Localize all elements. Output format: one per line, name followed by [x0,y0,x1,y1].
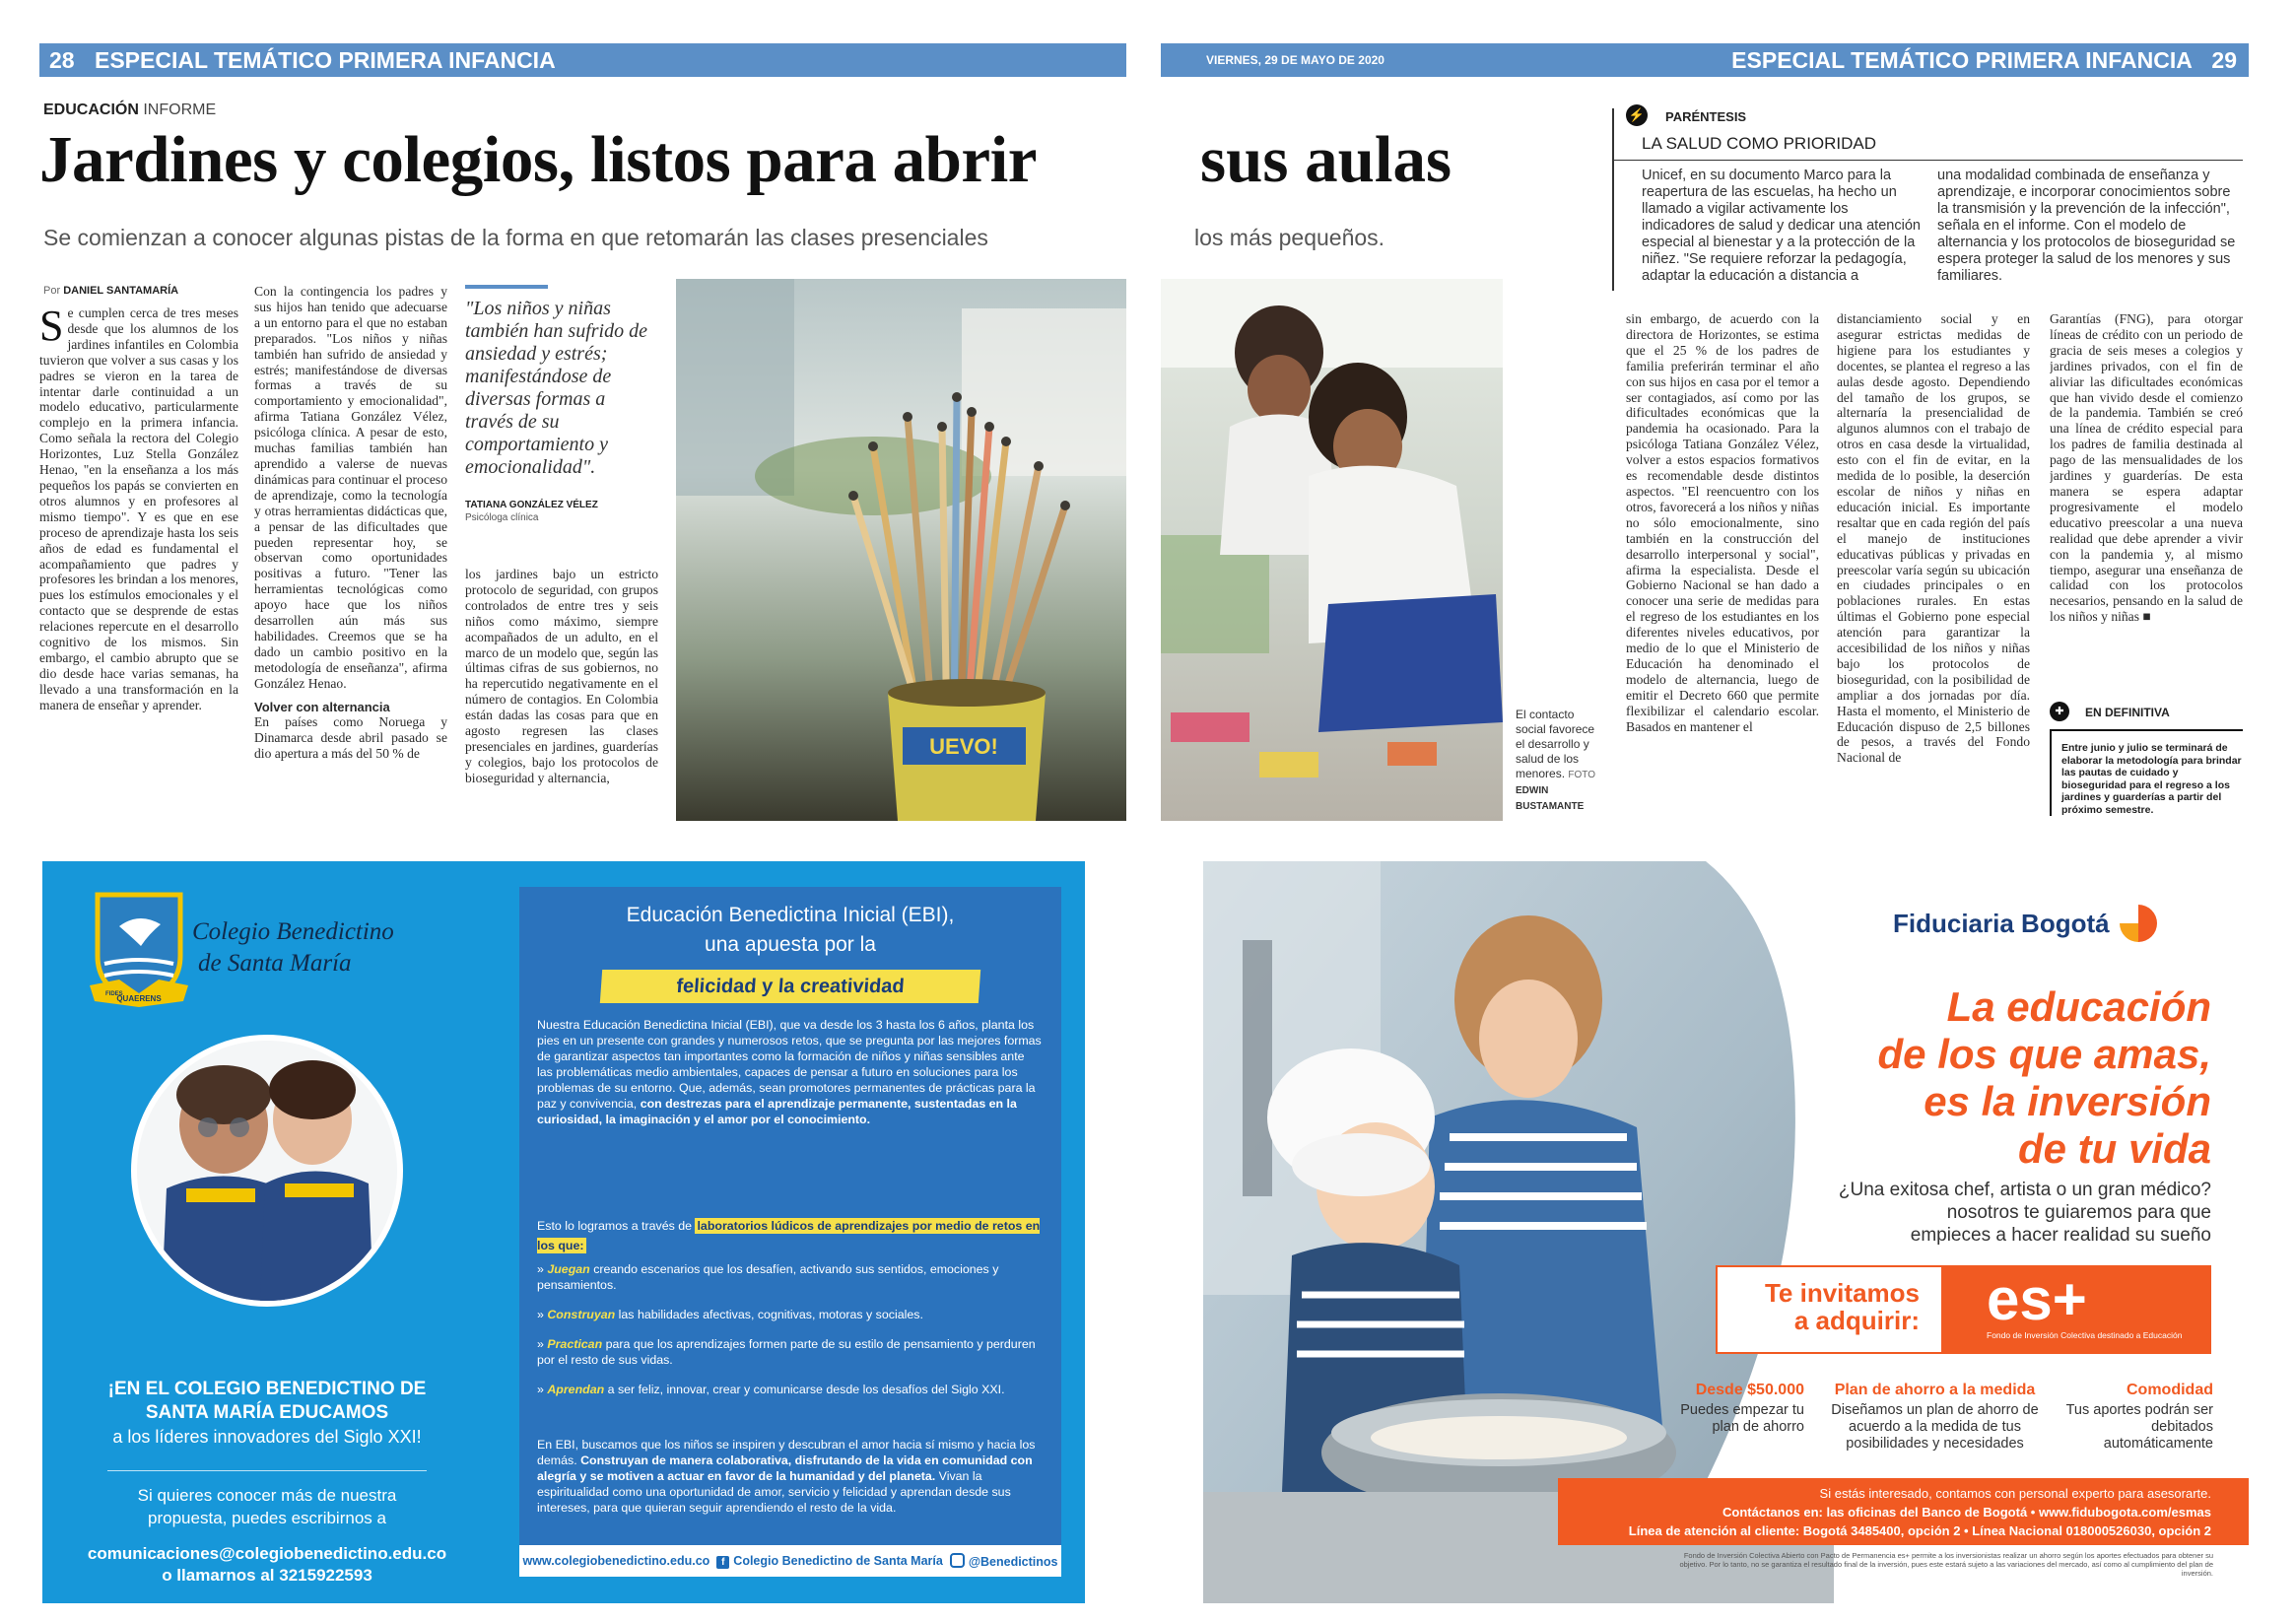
parentesis-icon: ⚡ [1626,104,1648,126]
headline-part-1: Jardines y colegios, listos para abrir [39,123,1038,196]
article-column-3 [465,567,658,821]
byline-author: DANIEL SANTAMARÍA [63,285,179,297]
photo-children-playing [1161,279,1503,821]
headline [39,122,1037,198]
slogan-line-3: a los líderes innovadores del Siglo XXI! [112,1427,422,1447]
instagram-icon [950,1553,965,1568]
definitiva-icon: ✚ [2050,702,2069,721]
facebook-icon: f [716,1556,729,1569]
footer-line-2: Contáctanos en: las oficinas del Banco de Bogotá • www.fidubogota.com/esmas [1722,1505,2211,1520]
contact-email-link[interactable]: comunicaciones@colegiobenedictino.edu.co [87,1544,447,1563]
subcopy-line-1: ¿Una exitosa chef, artista o un gran médico? [1838,1180,2211,1200]
definitiva-label: EN DEFINITIVA [2085,706,2170,719]
definitiva-rule [2050,729,2243,731]
ebi-final-tail: Vivan la espiritualidad como una oportunidad de amor, servicio y felicidad y aprendan desde sus intereses, para que quieran seguir aprendiendo el resto de la vida. [537,1469,1011,1515]
pull-quote [465,298,652,479]
ad-fiduciaria [1203,861,2249,1603]
headline-line-4: de tu vida [2017,1125,2211,1172]
school-name-line-2: de Santa María [198,950,352,977]
slogan-line-2: SANTA MARÍA EDUCAMOS [145,1402,389,1423]
ebi-bullet: » Practican para que los aprendizajes formen parte de su estilo de pensamiento y perduren por el resto de sus vidas. [537,1337,1036,1367]
column-text: los jardines bajo un estricto protocolo de seguridad, con grupos controlados de entre tres y seis niños como máximo, siempre acompañados de un adulto, en el marco de un modelo que, según las últimas cifras de sus gobiernos, no ha repercutido negativamente en el número de contagios. En Colombia están dadas las cosas para que en agosto regresen las clases presenciales en jardines, guarderías y colegios, bajo los protocolos de bioseguridad y alternancia, [465,567,658,785]
parentesis-rule [1612,160,2243,161]
headline-part-2: sus aulas [1200,123,1452,196]
ebi-logramos-intro: Esto lo logramos a través de [537,1219,693,1233]
article-column-2 [254,284,447,821]
photo-caption [1516,708,1598,814]
benefits [1666,1382,2213,1453]
right-header-bar [1161,43,2249,77]
contact-details [42,1543,492,1587]
parentesis-text: una modalidad combinada de enseñanza y aprendizaje, e incorporar conocimientos sobre la transmisión y la prevención de la infección", señala en el informe. Con el modelo de alternancia y los protocolos de bioseguridad se espera proteger la salud de los menores y sus familiares. [1937,168,2236,284]
benefit-title: Plan de ahorro a la medida [1834,1382,2036,1398]
kicker [43,101,216,119]
ebi-paragraph-1 [537,1017,1042,1127]
facebook-label: Colegio Benedictino de Santa María [733,1553,943,1568]
contact-line-1: Si quieres conocer más de nuestra [137,1486,397,1505]
footer-instagram[interactable] [950,1553,1058,1569]
school-name [192,916,394,980]
ebi-bullet: » Construyan las habilidades afectivas, cognitivas, motoras y sociales. [537,1308,923,1321]
subheadline-part-1: Se comienzan a conocer algunas pistas de la forma en que retomarán las clases presenciales [43,225,988,250]
left-header-bar [39,43,1126,77]
slogan-rule [107,1470,427,1471]
kicker-type: INFORME [143,101,217,118]
article-column-6 [2050,311,2243,691]
ebi-logramos [537,1216,1042,1255]
svg-text:UEVO!: UEVO! [929,734,998,759]
byline-prefix: Por [43,285,61,297]
section-title: ESPECIAL TEMÁTICO PRIMERA INFANCIA [1731,47,2193,73]
parentesis-col-1 [1642,168,1924,285]
column-text: Garantías (FNG), para otorgar líneas de crédito con un periodo de gracia de seis meses a colegios y jardines privados, con el fin de aliviar las dificultades económicas que han vivido desde el comienzo de la pandemia. También se creó una línea de crédito especial para los padres de familia destinada al pago de las mensualidades de los jardines y guarderías. De esta manera se espera adaptar progresivamente el modelo educativo preescolar a una nueva realidad que debe aprender a vivir con la pandemia y, al mismo tiempo, asegurar una enseñanza de calidad con los protocolos necesarios, pensando en la salud de los niños y niñas ■ [2050,311,2243,625]
pull-quote-text: "Los niños y niñas también han sufrido de ansiedad y estrés; manifestándose de diversas formas a través de su comportamiento y emocionalidad". [465,298,647,478]
ebi-highlight [600,970,980,1003]
photo-paintbrushes [676,279,1126,821]
ebi-bullet-text: para que los aprendizajes formen parte de su estilo de pensamiento y perduren por el resto de sus vidas. [537,1337,1036,1367]
ebi-title-line-2: una apuesta por la [705,933,876,956]
page-number: 29 [2211,47,2237,73]
children-photo-circle [131,1035,403,1307]
ebi-highlight-text: felicidad y la creatividad [675,976,906,997]
school-crest-icon [90,887,188,1009]
column-text-tail: En países como Noruega y Dinamarca desde abril pasado se dio apertura a más del 50 % de [254,714,447,762]
contact-phone: o llamarnos al 3215922593 [162,1566,372,1585]
fiduciaria-logo [1893,905,2157,942]
ebi-bullet: » Aprendan a ser feliz, innovar, crear y comunicarse desde los desafíos del Siglo XXI. [537,1383,1005,1396]
definitiva-vertical-rule [2050,731,2052,816]
subcopy-line-3: empieces a hacer realidad su sueño [1910,1225,2211,1246]
parentesis-col-2 [1937,168,2243,285]
caption-credit: EDWIN BUSTAMANTE [1516,785,1585,812]
caption-text: El contacto social favorece el desarrollo y salud de los menores. [1516,708,1595,780]
headline-line-1: La educación [1946,983,2211,1030]
ebi-paragraph-text: Nuestra Educación Benedictina Inicial (EBI), que va desde los 3 hasta los 6 años, planta los pies en un presente con grandes y numerosos retos, que se pregunta por las mejores formas de garantizar aspectos tan importantes como la formación de niños y niñas sensibles ante las problemáticas medio ambientales, capaces de pensar a futuro en soluciones para los problemas de su entorno. Que, además, sean promotores permanentes de prácticas para la paz y convivencia, [537,1018,1042,1111]
page-number: 28 [49,47,75,73]
parentesis-title: LA SALUD COMO PRIORIDAD [1642,134,1877,153]
footer-website-link[interactable]: www.colegiobenedictino.edu.co [522,1554,710,1568]
article-column-5 [1837,311,2030,821]
column-text: sin embargo, de acuerdo con la directora de Horizontes, se estima que el 25 % de los padres de familia preferirán terminar el año con sus hijos en casa por el temor a ser contagiados, así como por las dificultades económicas que la pandemia ha ocasionado. Para la psicóloga Tatiana González Vélez, volver a estos espacios formativos es recomendable desde distintos aspectos. "El reencuentro con los otros, favorecerá a los niños y niñas no sólo emocionalmente, sino también en la construcción del desarrollo interpersonal y social", afirma la especialista. Desde el Gobierno Nacional se han dado a conocer una serie de medidas para el regreso de los estudiantes en los diferentes niveles educativos, por medio de lo que el Ministerio de Educación ha denominado el modelo de alternancia, luego de emitir el Decreto 660 que permite flexibilizar el calendario escolar. Basados en mantener el [1626,311,1819,734]
ebi-panel [519,887,1061,1577]
caption-foto: FOTO [1568,770,1595,780]
benefit-item [1827,1382,2044,1453]
ebi-logramos-highlight: laboratorios lúdicos de aprendizajes por medio de retos en los que: [537,1219,1041,1252]
subheadline-part-2: los más pequeños. [1194,225,1385,250]
quote-rule [465,285,548,289]
ebi-bullet-text: a ser feliz, innovar, crear y comunicarse desde los desafíos del Siglo XXI. [607,1383,1005,1396]
ebi-paragraph-bold: con destrezas para el aprendizaje permanente, sustentadas en la curiosidad, la imaginación y el amor por el conocimiento. [537,1097,1017,1126]
invite-line-1: Te invitamos [1764,1278,1920,1308]
instagram-label: @Benedictinos [968,1555,1058,1569]
definitiva-text: Entre junio y julio se terminará de elaborar la metodología para brindar las pautas de cuidado y bioseguridad para el regreso a los jardines y guarderías a partir del próximo semestre. [2061,742,2242,816]
headline-line-3: es la inversión [1924,1078,2211,1124]
article-column-1 [39,305,238,818]
benefit-title: Comodidad [2127,1382,2213,1398]
crest-ribbon: FIDES [105,991,123,997]
school-name-line-1: Colegio Benedictino [192,918,394,945]
crest-motto: QUAERENS [116,994,162,1003]
subcopy-line-2: nosotros te guiaremos para que [1946,1202,2211,1223]
parentesis-label: PARÉNTESIS [1665,109,1747,124]
ebi-paragraph-final [537,1437,1042,1516]
ebi-bullet-text: creando escenarios que los desafíen, activando sus sentidos, emociones y pensamientos. [537,1262,999,1292]
footer-facebook[interactable] [716,1554,943,1569]
subheadline-continued [1194,225,1384,251]
ebi-bullet-text: las habilidades afectivas, cognitivas, motoras y sociales. [618,1308,923,1321]
fiduciaria-headline [1794,983,2211,1173]
contact [42,1484,492,1529]
benefit-item [2065,1382,2213,1453]
drop-cap: S [39,305,64,350]
parentesis-vertical-rule [1612,108,1614,291]
ebi-bullet-verb: Construyan [547,1308,616,1321]
ebi-title [519,901,1061,960]
invite-line-2: a adquirir: [1793,1306,1920,1335]
column-text: distanciamiento social y en asegurar estrictas medidas de higiene para los estudiantes y docentes, se plantea el regreso a las aulas desde agosto. Dependiendo del tamaño de los grupos, se alternaría la presencialidad de algunos alumnos con el trabajo de otros en casa desde la virtualidad, esto con el fin de evitar, en la medida de lo posible, la deserción escolar de niños y niñas en educación inicial. Es importante resaltar que en cada región del país el manejo de instituciones educativas públicas y privadas en preescolar varía según su ubicación en ciudades principales o en poblaciones rurales. En estas últimas el Gobierno pone especial atención para garantizar la accesibilidad de los niños y niñas bajo los protocolos de bioseguridad, con la posibilidad de ampliar a dos jornadas por día. Hasta el momento, el Ministerio de Educación dispuso de 2,5 billones de pesos, a través del Fondo Nacional de [1837,311,2030,766]
headline-continued [1200,122,1452,198]
ebi-bullet: » Juegan creando escenarios que los desafíen, activando sus sentidos, emociones y pensamientos. [537,1262,999,1292]
fiduciaria-subcopy [1775,1179,2211,1247]
benefit-item [1666,1382,1804,1453]
ebi-bullet-verb: Aprendan [547,1383,605,1396]
benefit-text: Diseñamos un plan de ahorro de acuerdo a la medida de tus posibilidades y necesidades [1831,1402,2039,1452]
column-text: e cumplen cerca de tres meses desde que los alumnos de los jardines infantiles en Colombia tuvieron que volver a sus casas y los padres se vieron en la tarea de intentar darle continuidad a un modelo educativo, particularmente complejo en la primera infancia. Como señala la rectora del Colegio Horizontes, Luz Stella González Henao, "en la enseñanza a los más pequeños los papás se convierten en otros alumnos y en profesores al mismo tiempo". Y es que en ese proceso de aprendizaje hasta los seis años de edad es fundamental el acompañamiento que padres y profesores les brindan a los menores, pues los estímulos emocionales y el contacto que se desprende de estas relaciones repercute en el desarrollo cognitivo de los mismos. Sin embargo, el cambio abrupto que se dio desde hace varias semanas, ha llevado a una transformación en la manera de enseñar y aprender. [39,305,238,712]
footer-line-1: Si estás interesado, contamos con personal experto para asesorarte. [1819,1486,2211,1501]
fiduciaria-footer [1558,1478,2249,1545]
ebi-bullets [537,1261,1042,1411]
quote-role: Psicóloga clínica [465,512,539,523]
column-text: Con la contingencia los padres y sus hijos han tenido que adecuarse a un entorno para el que no estaban preparados. "Los niños y niñas también han sufrido de ansiedad y estrés; manifestándose de diversas formas a través de su comportamiento y emocionalidad", afirma Tatiana González Vélez, psicóloga clínica. A pesar de esto, muchas familias también han aprendido a valerse de nuevas dinámicas para continuar el proceso de aprendizaje, como la tecnología y otras herramientas didácticas que, a pensar de las dificultades que pueden representar hoy, se observan como oportunidades positivas a futuro. "Tener las herramientas tecnológicas como apoyo hace que los niños desarrollen aún más sus habilidades. Creemos que se ha dado un cambio positivo en la metodología de enseñanza", afirma González Henao. [254,284,447,691]
benefit-text: Tus aportes podrán ser debitados automáticamente [2065,1402,2213,1452]
quote-author: TATIANA GONZÁLEZ VÉLEZ [465,500,598,510]
ebi-footer [519,1545,1061,1577]
benefit-text: Puedes empezar tu plan de ahorro [1680,1402,1804,1435]
fiduciaria-logo-icon [2120,905,2157,942]
ebi-final-bold: Construyan de manera colaborativa, disfrutando de la vida en comunidad con alegría y se motiven a actuar en favor de la humanidad y del planeta. [537,1453,1033,1483]
section-title: ESPECIAL TEMÁTICO PRIMERA INFANCIA [94,47,556,73]
ebi-final-text: En EBI, buscamos que los niños se inspiren y descubran el amor hacia sí mismo y hacia los demás. [537,1438,1036,1467]
subhead-alternancia: Volver con alternancia [254,699,390,714]
brand-name: Fiduciaria Bogotá [1893,908,2110,938]
product-subtitle: Fondo de Inversión Colectiva destinado a Educación [1987,1330,2183,1340]
headline-line-2: de los que amas, [1877,1031,2211,1077]
fiduciaria-disclaimer: Fondo de Inversión Colectiva Abierto con Pacto de Permanencia es+ permite a los inversionistas realizar un ahorro según los aportes efectuados para obtener su objetivo. Por lo tanto, no se garantiza el resultado final de la inversión, pues este estará sujeto a las variaciones del mercado, así como al cumplimiento del plan de inversión. [1679,1551,2213,1578]
ad-benedictino [42,861,1085,1603]
ebi-title-line-1: Educación Benedictina Inicial (EBI), [626,904,955,926]
parentesis-text: Unicef, en su documento Marco para la reapertura de las escuelas, ha hecho un llamado a vigilar activamente los indicadores de salud y dedicar una atención especial al bienestar y a la protección de la niñez. "Se requiere reforzar la pedagogía, adaptar la educación a distancia a [1642,168,1921,284]
ebi-bullet-verb: Practican [547,1337,603,1351]
product-box [1941,1265,2211,1354]
article-column-4 [1626,311,1819,821]
product-name: es+ [1987,1266,2087,1332]
ebi-bullet-verb: Juegan [547,1262,590,1276]
slogan [42,1378,492,1449]
page-date: VIERNES, 29 DE MAYO DE 2020 [1206,53,1384,67]
contact-line-2: propuesta, puedes escribirnos a [148,1509,386,1527]
slogan-line-1: ¡EN EL COLEGIO BENEDICTINO DE [107,1379,427,1399]
byline [43,285,178,297]
kicker-section: EDUCACIÓN [43,101,139,118]
invite-box [1716,1265,1941,1354]
footer-line-3: Línea de atención al cliente: Bogotá 3485400, opción 2 • Línea Nacional 018000526030, opción 2 [1628,1523,2211,1538]
subheadline [43,225,988,251]
benefit-title: Desde $50.000 [1695,1382,1804,1398]
